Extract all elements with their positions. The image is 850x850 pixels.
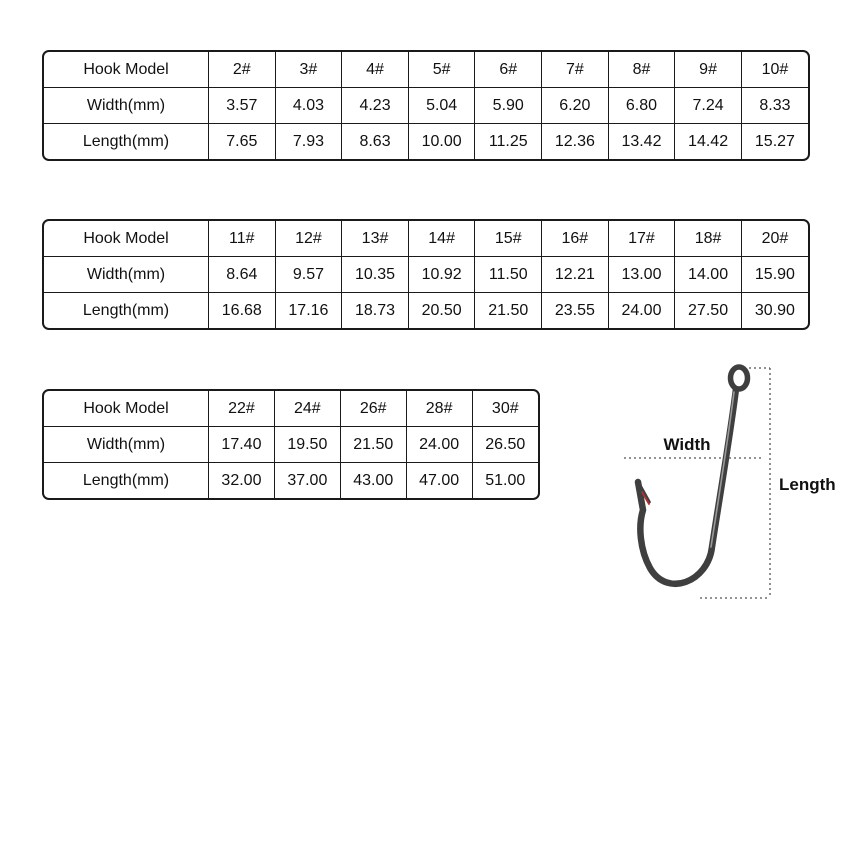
table-row [44, 124, 808, 160]
table-row [44, 427, 538, 463]
value-cell: 9# [675, 52, 742, 88]
value-cell: 10# [741, 52, 808, 88]
value-cell: 43.00 [340, 463, 406, 499]
width-label: Width [663, 435, 711, 454]
value-cell: 15# [475, 221, 542, 257]
value-cell: 24.00 [608, 293, 675, 329]
value-cell: 30.90 [741, 293, 808, 329]
value-cell: 2# [209, 52, 276, 88]
hook-size-table-3 [42, 389, 540, 500]
table-row [44, 293, 808, 329]
value-cell: 16# [542, 221, 609, 257]
value-cell: 7.24 [675, 88, 742, 124]
value-cell: 20# [741, 221, 808, 257]
value-cell: 7.65 [209, 124, 276, 160]
value-cell: 37.00 [274, 463, 340, 499]
value-cell: 26.50 [472, 427, 538, 463]
value-cell: 11# [209, 221, 276, 257]
hook-size-table-2 [42, 219, 810, 330]
value-cell: 20.50 [408, 293, 475, 329]
value-cell: 12# [275, 221, 342, 257]
value-cell: 24.00 [406, 427, 472, 463]
row-label: Hook Model [44, 221, 209, 257]
spec-table [44, 391, 538, 498]
value-cell: 3.57 [209, 88, 276, 124]
row-label: Length(mm) [44, 463, 209, 499]
spec-table [44, 52, 808, 159]
hook-highlight [711, 392, 734, 547]
hook-illustration [638, 367, 748, 584]
row-label: Length(mm) [44, 124, 209, 160]
value-cell: 26# [340, 391, 406, 427]
value-cell: 23.55 [542, 293, 609, 329]
table-row [44, 221, 808, 257]
table-row [44, 257, 808, 293]
value-cell: 4.03 [275, 88, 342, 124]
hook-body [638, 389, 736, 584]
value-cell: 19.50 [274, 427, 340, 463]
value-cell: 21.50 [475, 293, 542, 329]
row-label: Width(mm) [44, 257, 209, 293]
value-cell: 13# [342, 221, 409, 257]
value-cell: 28# [406, 391, 472, 427]
value-cell: 4# [342, 52, 409, 88]
spec-table [44, 221, 808, 328]
value-cell: 16.68 [209, 293, 276, 329]
table-row [44, 52, 808, 88]
hook-size-table-1 [42, 50, 810, 161]
value-cell: 8.33 [741, 88, 808, 124]
value-cell: 10.35 [342, 257, 409, 293]
value-cell: 11.25 [475, 124, 542, 160]
value-cell: 11.50 [475, 257, 542, 293]
length-label: Length [779, 475, 836, 494]
value-cell: 8.63 [342, 124, 409, 160]
value-cell: 9.57 [275, 257, 342, 293]
value-cell: 13.42 [608, 124, 675, 160]
value-cell: 51.00 [472, 463, 538, 499]
value-cell: 6.80 [608, 88, 675, 124]
value-cell: 15.27 [741, 124, 808, 160]
value-cell: 24# [274, 391, 340, 427]
value-cell: 18# [675, 221, 742, 257]
value-cell: 5# [408, 52, 475, 88]
value-cell: 21.50 [340, 427, 406, 463]
hook-eye [731, 367, 748, 389]
value-cell: 14# [408, 221, 475, 257]
table-row [44, 463, 538, 499]
value-cell: 17.16 [275, 293, 342, 329]
value-cell: 22# [209, 391, 275, 427]
value-cell: 32.00 [209, 463, 275, 499]
value-cell: 17.40 [209, 427, 275, 463]
value-cell: 14.00 [675, 257, 742, 293]
row-label: Hook Model [44, 391, 209, 427]
value-cell: 10.92 [408, 257, 475, 293]
row-label: Width(mm) [44, 427, 209, 463]
value-cell: 7# [542, 52, 609, 88]
row-label: Width(mm) [44, 88, 209, 124]
value-cell: 14.42 [675, 124, 742, 160]
value-cell: 12.36 [542, 124, 609, 160]
value-cell: 13.00 [608, 257, 675, 293]
value-cell: 7.93 [275, 124, 342, 160]
value-cell: 6# [475, 52, 542, 88]
value-cell: 15.90 [741, 257, 808, 293]
value-cell: 17# [608, 221, 675, 257]
value-cell: 27.50 [675, 293, 742, 329]
row-label: Length(mm) [44, 293, 209, 329]
hook-diagram [612, 362, 842, 612]
value-cell: 6.20 [542, 88, 609, 124]
value-cell: 3# [275, 52, 342, 88]
value-cell: 5.04 [408, 88, 475, 124]
value-cell: 4.23 [342, 88, 409, 124]
value-cell: 8# [608, 52, 675, 88]
value-cell: 18.73 [342, 293, 409, 329]
value-cell: 12.21 [542, 257, 609, 293]
value-cell: 8.64 [209, 257, 276, 293]
row-label: Hook Model [44, 52, 209, 88]
value-cell: 10.00 [408, 124, 475, 160]
table-row [44, 88, 808, 124]
table-row [44, 391, 538, 427]
value-cell: 30# [472, 391, 538, 427]
value-cell: 47.00 [406, 463, 472, 499]
value-cell: 5.90 [475, 88, 542, 124]
